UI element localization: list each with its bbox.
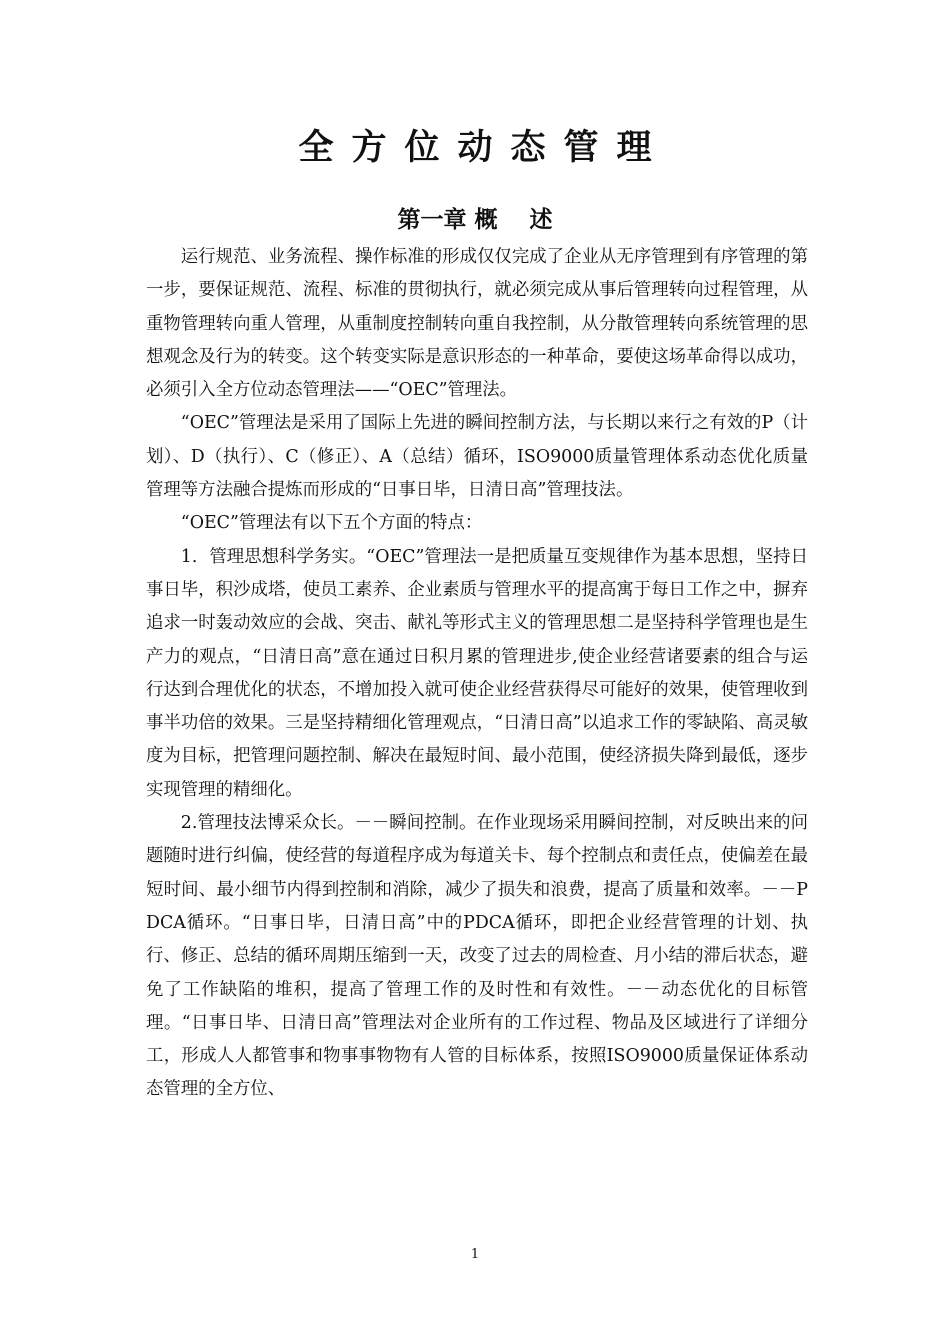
page-number: 1 bbox=[470, 1247, 480, 1262]
chapter-title: 第一章 概 述 bbox=[397, 207, 553, 233]
body-text bbox=[146, 241, 808, 1107]
paragraph-oec-definition: “OEC”管理法是采用了国际上先进的瞬间控制方法，与长期以来行之有效的P（计划）、D（执行）、C（修正）、A（总结）循环，ISO9000质量管理体系动态优化质量管理等方法融合提炼而形成的“日事日毕，日清日高”管理技法。 bbox=[146, 413, 808, 501]
paragraph-feature-2: 2.管理技法博采众长。－－瞬间控制。在作业现场采用瞬间控制，对反映出来的问题随时进行纠偏，使经营的每道程序成为每道关卡、每个控制点和责任点，使偏差在最短时间、最小细节内得到控制和消除，减少了损失和浪费，提高了质量和效率。－－PDCA循环。“日事日毕，日清日高”中的PDCA循环，即把企业经营管理的计划、执行、修正、总结的循环周期压缩到一天，改变了过去的周检查、月小结的滞后状态，避免了工作缺陷的堆积，提高了管理工作的及时性和有效性。－－动态优化的目标管理。“日事日毕、日清日高”管理法对企业所有的工作过程、物品及区域进行了详细分工，形成人人都管事和物事事物物有人管的目标体系，按照ISO9000质量保证体系动态管理的全方位、 bbox=[146, 813, 808, 1100]
paragraph-features-intro: “OEC”管理法有以下五个方面的特点： bbox=[180, 513, 483, 534]
document-title: 全方位动态管理 bbox=[298, 128, 670, 168]
paragraph-intro: 运行规范、业务流程、操作标准的形成仅仅完成了企业从无序管理到有序管理的第一步，要保证规范、流程、标准的贯彻执行，就必须完成从事后管理转向过程管理，从重物管理转向重人管理，从重制度控制转向重自我控制，从分散管理转向系统管理的思想观念及行为的转变。这个转变实际是意识形态的一种革命，要使这场革命得以成功，必须引入全方位动态管理法——“OEC”管理法。 bbox=[146, 247, 808, 401]
paragraph-feature-1: 1．管理思想科学务实。“OEC”管理法一是把质量互变规律作为基本思想，坚持日事日毕，积沙成塔，使员工素养、企业素质与管理水平的提高寓于每日工作之中，摒弃追求一时轰动效应的会战、突击、献礼等形式主义的管理思想二是坚持科学管理也是生产力的观点，“日清日高”意在通过日积月累的管理进步,使企业经营诸要素的组合与运行达到合理优化的状态，不增加投入就可使企业经营获得尽可能好的效果，使管理收到事半功倍的效果。三是坚持精细化管理观点，“日清日高”以追求工作的零缺陷、高灵敏度为目标，把管理问题控制、解决在最短时间、最小范围，使经济损失降到最低，逐步实现管理的精细化。 bbox=[146, 546, 808, 800]
